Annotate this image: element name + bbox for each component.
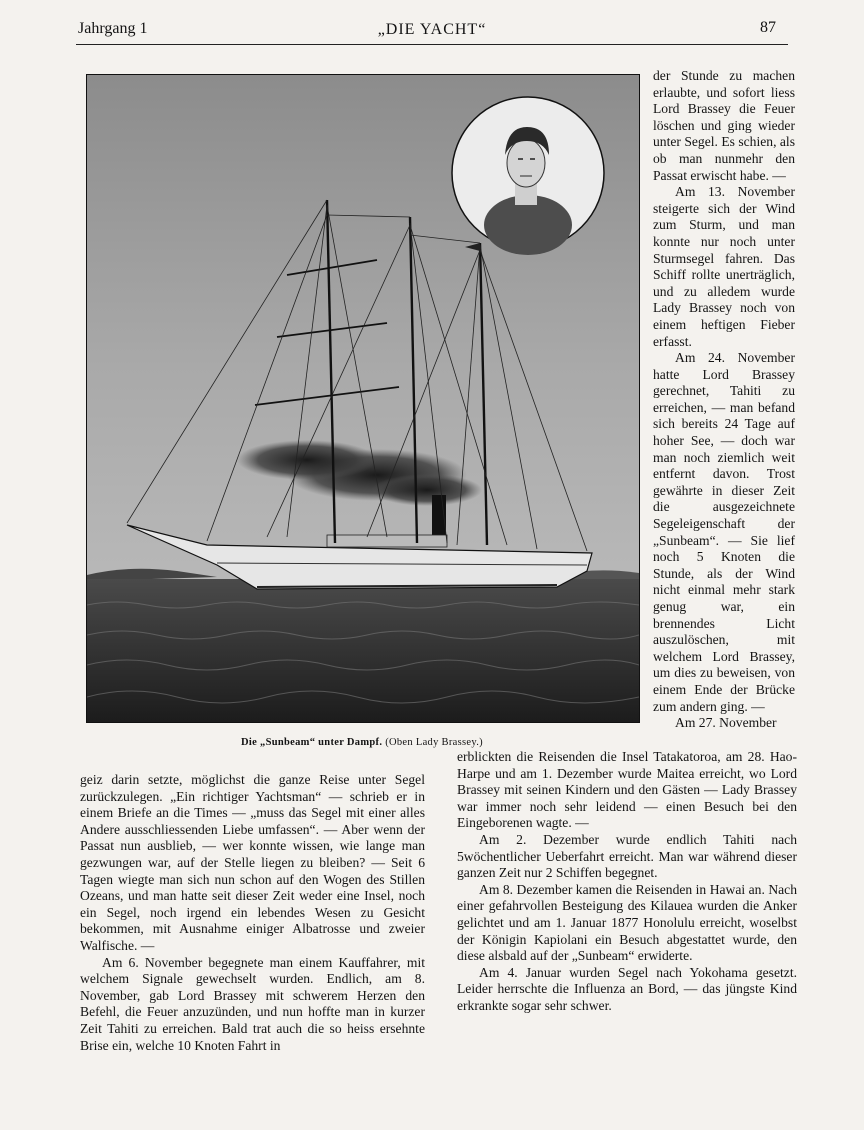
paragraph: Am 27. November xyxy=(675,715,777,731)
paragraph: Am 4. Januar wurden Segel nach Yokohama gesetzt. Leider herrschte die Influenza an Bord, — das jüngste Kind erkrankte sogar sehr schwer. xyxy=(457,964,797,1013)
paragraph: Am 13. November steigerte sich der Wind zum Sturm, und man konnte nur noch unter Sturmsegel fahren. Das Schiff rollte unerträglich, und zu alledem wurde Lady Brassey noch von einem heftigen Fieber erfasst. xyxy=(653,184,795,349)
header-rule xyxy=(76,44,788,45)
running-header-left: Jahrgang 1 xyxy=(78,20,148,37)
paragraph: Am 6. November begegnete man einem Kauffahrer, mit welchem Signale gewechselt wurden. Endlich, am 8. November, gab Lord Brassey mit schwerem Herzen den Befehl, die Feuer anzuzünden, und nun hoffte man in kurzer Zeit Tahiti zu erreichen. Bald trat auch die so heiss ersehnte Brise ein, welche 10 Knoten Fahrt in xyxy=(80,954,425,1053)
paragraph: Am 8. Dezember kamen die Reisenden in Hawai an. Nach einer gefahrvollen Besteigung des Kilauea wurden die Anker gelichtet und am 1. Januar 1877 Honolulu erreicht, woselbst der Königin Kapiolani ein Besuch abgestattet wurde, den diese alsbald auf der „Sunbeam“ erwiderte. xyxy=(457,881,797,964)
caption-sub: (Oben Lady Brassey.) xyxy=(385,737,483,748)
left-column xyxy=(80,772,425,1054)
paragraph: geiz darin setzte, möglichst die ganze Reise unter Segel zurückzulegen. „Ein richtiger Yachtsman“ — schrieb er in einem Briefe an die Times — „muss das Segel mit einer alles Andere ausschliessenden Liebe umfassen“. — Aber wenn der Passat nun ausblieb, — wer konnte wissen, wie lange man gezwungen war, auf der Stelle liegen zu bleiben? — Seit 6 Tagen wiegte man sich nun schon auf den Wogen des Stillen Ozeans, und man hatte seit dieser Zeit weder eine Insel, noch ein Segel, noch irgend ein lebendes Wesen zu Gesicht bekommen, mit Ausnahme einiger Albatrosse und zweier Walfische. — xyxy=(80,772,425,953)
middle-column xyxy=(457,749,797,1015)
caption-main: Die „Sunbeam“ unter Dampf. xyxy=(241,737,383,748)
figure-caption xyxy=(86,737,638,748)
paragraph: erblickten die Reisenden die Insel Tatakatoroa, am 28. Hao-Harpe und am 1. Dezember wurde Maitea erreicht, wo Lord Brassey mit seinen Kindern und den Gästen — Lady Brassey war immer noch sehr leidend — einen Besuch bei den Eingeborenen wagte. — xyxy=(457,749,797,831)
running-header-title: „DIE YACHT“ xyxy=(377,21,487,38)
sunbeam-illustration xyxy=(86,74,640,723)
right-column xyxy=(653,68,795,732)
paragraph: Am 24. November hatte Lord Brassey gerechnet, Tahiti zu erreichen, — man befand sich bereits 24 Tage auf hoher See, — doch war man noch ziemlich weit entfernt davon. Trost gewährte in dieser Zeit die ausgezeichnete Segeleigenschaft der „Sunbeam“. — Sie lief noch 5 Knoten die Stunde, als der Wind nicht einmal mehr stark genug war, ein brennendes Licht auszulöschen, mit welchem Lord Brassey, um dies zu beweisen, von einem Ende der Brücke zum andern ging. — xyxy=(653,350,795,714)
paragraph: der Stunde zu machen erlaubte, und sofort liess Lord Brassey die Feuer löschen und ging wieder unter Segel. Es schien, als ob man nunmehr den Passat erwischt habe. — xyxy=(653,68,795,183)
page-number: 87 xyxy=(760,19,776,36)
paragraph: Am 2. Dezember wurde endlich Tahiti nach 5wöchentlicher Ueberfahrt erreicht. Man war während dieser ganzen Zeit nur 2 Schiffen begegnet. xyxy=(457,831,797,881)
